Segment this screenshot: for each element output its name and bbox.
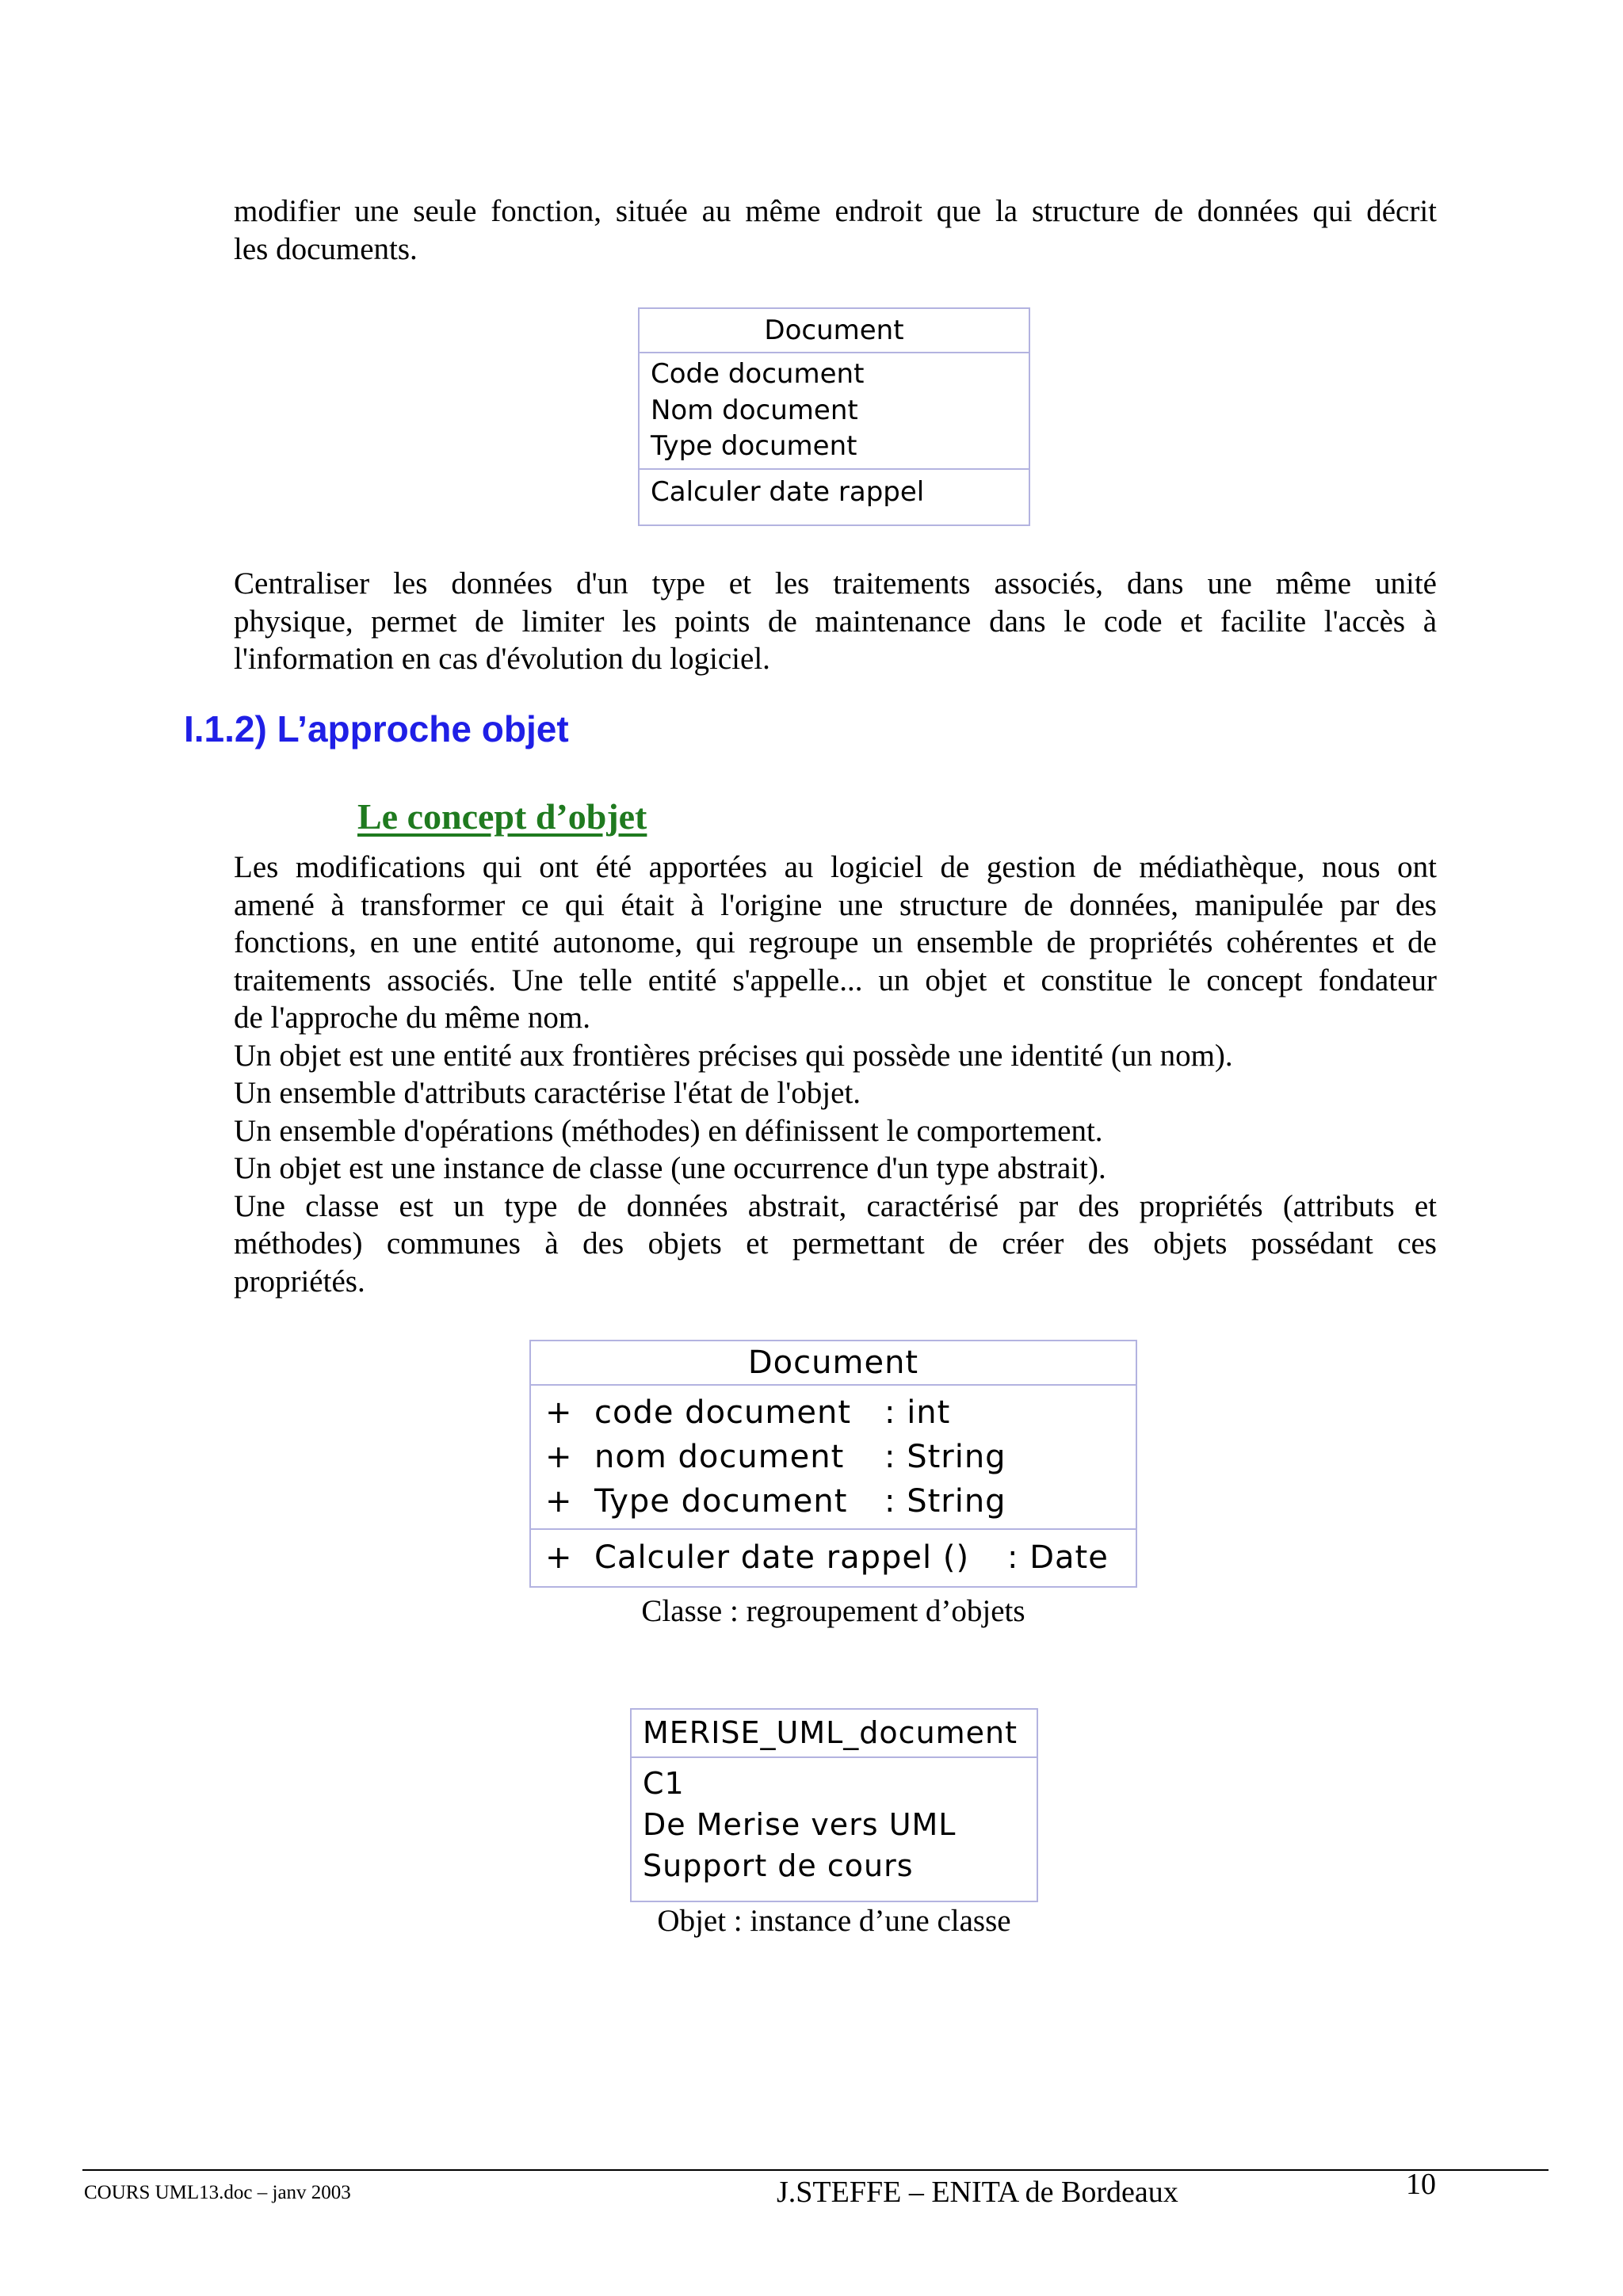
text-line: Un objet est une entité aux frontières précises qui possède une identité (un nom). <box>234 1038 1233 1073</box>
text-line: l'information en cas d'évolution du logiciel. <box>234 642 770 676</box>
footer-divider <box>82 2169 1549 2171</box>
attribute-row <box>545 1390 1136 1435</box>
text-line: Centraliser les données d'un type et les traitements associés, dans une même unité <box>234 566 1437 601</box>
attribute-type: : int <box>884 1394 951 1431</box>
text-line: modifier une seule fonction, située au même endroit que la structure de données qui décrit <box>234 194 1437 228</box>
operations-compartment <box>640 468 1029 514</box>
text-line: physique, permet de limiter les points de maintenance dans le code et facilite l'accès à <box>234 604 1437 639</box>
object-value: C1 <box>643 1766 685 1801</box>
object-value: De Merise vers UML <box>643 1807 957 1842</box>
text-line: Un objet est une instance de classe (une occurrence d'un type abstrait). <box>234 1151 1106 1185</box>
class-diagram-document-typed <box>529 1340 1137 1588</box>
intro-paragraph <box>234 193 1437 268</box>
page-number: 10 <box>1406 2168 1436 2201</box>
attribute-name: code document <box>594 1394 851 1431</box>
text-line: propriétés. <box>234 1264 365 1299</box>
attribute: Nom document <box>651 394 858 426</box>
centralise-paragraph <box>234 565 1437 678</box>
text-line: de l'approche du même nom. <box>234 1001 590 1035</box>
text-line: amené à transformer ce qui était à l'origine une structure de données, manipulée par des <box>234 887 1437 922</box>
subsection-heading: Le concept d’objet <box>357 796 647 837</box>
concept-paragraph <box>234 849 1437 1300</box>
attribute: Type document <box>651 430 857 462</box>
text-line: les documents. <box>234 231 418 266</box>
object-values-compartment <box>632 1756 1037 1891</box>
attribute-row <box>545 1479 1136 1524</box>
attribute-type: : String <box>884 1483 1006 1520</box>
text-line: méthodes) communes à des objets et permettant de créer des objets possédant ces <box>234 1226 1437 1261</box>
attributes-compartment <box>531 1384 1136 1528</box>
operation: Calculer date rappel <box>651 475 925 508</box>
class-name: Document <box>764 315 904 346</box>
text-line: Les modifications qui ont été apportées au logiciel de gestion de médiathèque, nous ont <box>234 850 1437 884</box>
operation-name: Calculer date rappel () <box>594 1539 970 1576</box>
attributes-compartment <box>640 352 1029 468</box>
footer-author: J.STEFFE – ENITA de Bordeaux <box>777 2176 1178 2209</box>
object-value: Support de cours <box>643 1848 914 1883</box>
operation-return-type: : Date <box>1007 1539 1109 1576</box>
footer-filename: COURS UML13.doc – janv 2003 <box>84 2182 351 2203</box>
class-name: Document <box>747 1344 919 1381</box>
visibility-marker: + <box>545 1539 573 1576</box>
visibility-marker: + <box>545 1483 573 1520</box>
class-caption: Classe : regroupement d’objets <box>641 1594 1025 1628</box>
class-diagram-document-simple <box>638 307 1030 526</box>
attribute-row <box>545 1435 1136 1479</box>
text-line: Un ensemble d'opérations (méthodes) en définissent le comportement. <box>234 1113 1103 1148</box>
operations-compartment <box>531 1528 1136 1585</box>
object-diagram <box>630 1708 1038 1902</box>
attribute-name: Type document <box>594 1483 848 1520</box>
text-line: traitements associés. Une telle entité s'appelle... un objet et constitue le concept fondateur <box>234 963 1437 997</box>
attribute-name: nom document <box>594 1439 845 1475</box>
attribute-type: : String <box>884 1439 1006 1475</box>
object-name: MERISE_UML_document <box>643 1715 1018 1750</box>
text-line: Une classe est un type de données abstrait, caractérisé par des propriétés (attributs et <box>234 1188 1437 1223</box>
visibility-marker: + <box>545 1439 573 1475</box>
visibility-marker: + <box>545 1394 573 1431</box>
text-line: Un ensemble d'attributs caractérise l'état de l'objet. <box>234 1076 861 1110</box>
operation-row <box>545 1535 1136 1581</box>
text-line: fonctions, en une entité autonome, qui regroupe un ensemble de propriétés cohérentes et de <box>234 925 1437 959</box>
attribute: Code document <box>651 358 865 390</box>
object-caption: Objet : instance d’une classe <box>657 1904 1011 1938</box>
section-heading: I.1.2) L’approche objet <box>184 708 569 749</box>
